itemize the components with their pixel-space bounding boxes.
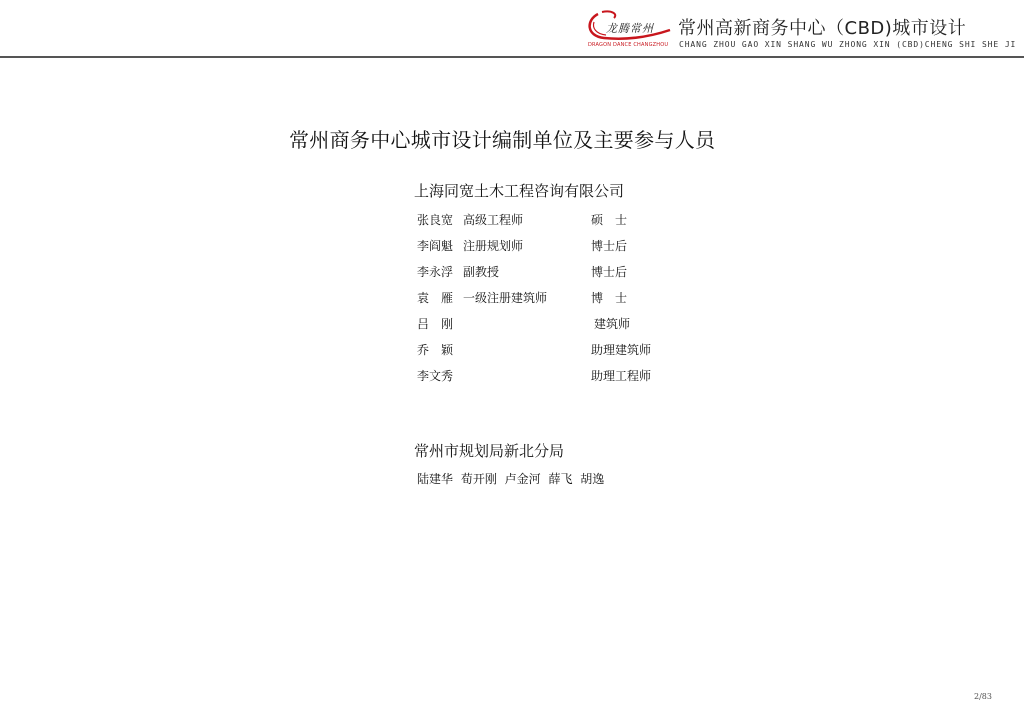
project-title: 常州高新商务中心（CBD)城市设计 <box>678 18 967 39</box>
member-title: 一级注册建筑师 <box>463 291 548 305</box>
member-degree: 建筑师 <box>594 317 631 331</box>
member-row <box>417 263 677 279</box>
member-title: 注册规划师 <box>463 239 524 253</box>
member-name: 乔 颖 <box>417 343 454 357</box>
member-row <box>417 289 677 305</box>
page-title: 常州商务中心城市设计编制单位及主要参与人员 <box>289 128 716 152</box>
member-row <box>417 341 677 357</box>
member-degree: 博士后 <box>591 239 628 253</box>
member-title: 高级工程师 <box>463 213 524 227</box>
org-title-tongkuan: 上海同宽土木工程咨询有限公司 <box>414 182 625 200</box>
member-name: 张良宽 <box>417 213 454 227</box>
member-degree: 博士后 <box>591 265 628 279</box>
project-title-pinyin: CHANG ZHOU GAO XIN SHANG WU ZHONG XIN (CBD)CHENG SHI SHE JI <box>679 40 1017 49</box>
member-degree: 博 士 <box>591 291 628 305</box>
planning-bureau-members: 陆建华 荀开刚 卢金河 薛飞 胡逸 <box>417 472 605 486</box>
org-title-planning-bureau: 常州市规划局新北分局 <box>414 442 565 460</box>
member-degree: 助理工程师 <box>591 369 652 383</box>
member-row <box>417 315 677 331</box>
header-divider <box>0 56 1024 58</box>
member-name: 李文秀 <box>417 369 454 383</box>
member-name: 袁 雁 <box>417 291 454 305</box>
dragon-dance-logo <box>584 8 674 52</box>
member-degree: 助理建筑师 <box>591 343 652 357</box>
member-name: 李永浮 <box>417 265 454 279</box>
logo-text: 龙腾常州 <box>606 22 654 35</box>
member-name: 李阎魁 <box>417 239 454 253</box>
logo-subtitle: DRAGON DANCE CHANGZHOU <box>588 42 669 48</box>
member-row <box>417 237 677 253</box>
member-degree: 硕 士 <box>591 213 628 227</box>
member-row <box>417 367 677 383</box>
member-row <box>417 211 677 227</box>
member-name: 吕 刚 <box>417 317 454 331</box>
member-title: 副教授 <box>463 265 500 279</box>
page-number: 2/83 <box>974 692 992 701</box>
